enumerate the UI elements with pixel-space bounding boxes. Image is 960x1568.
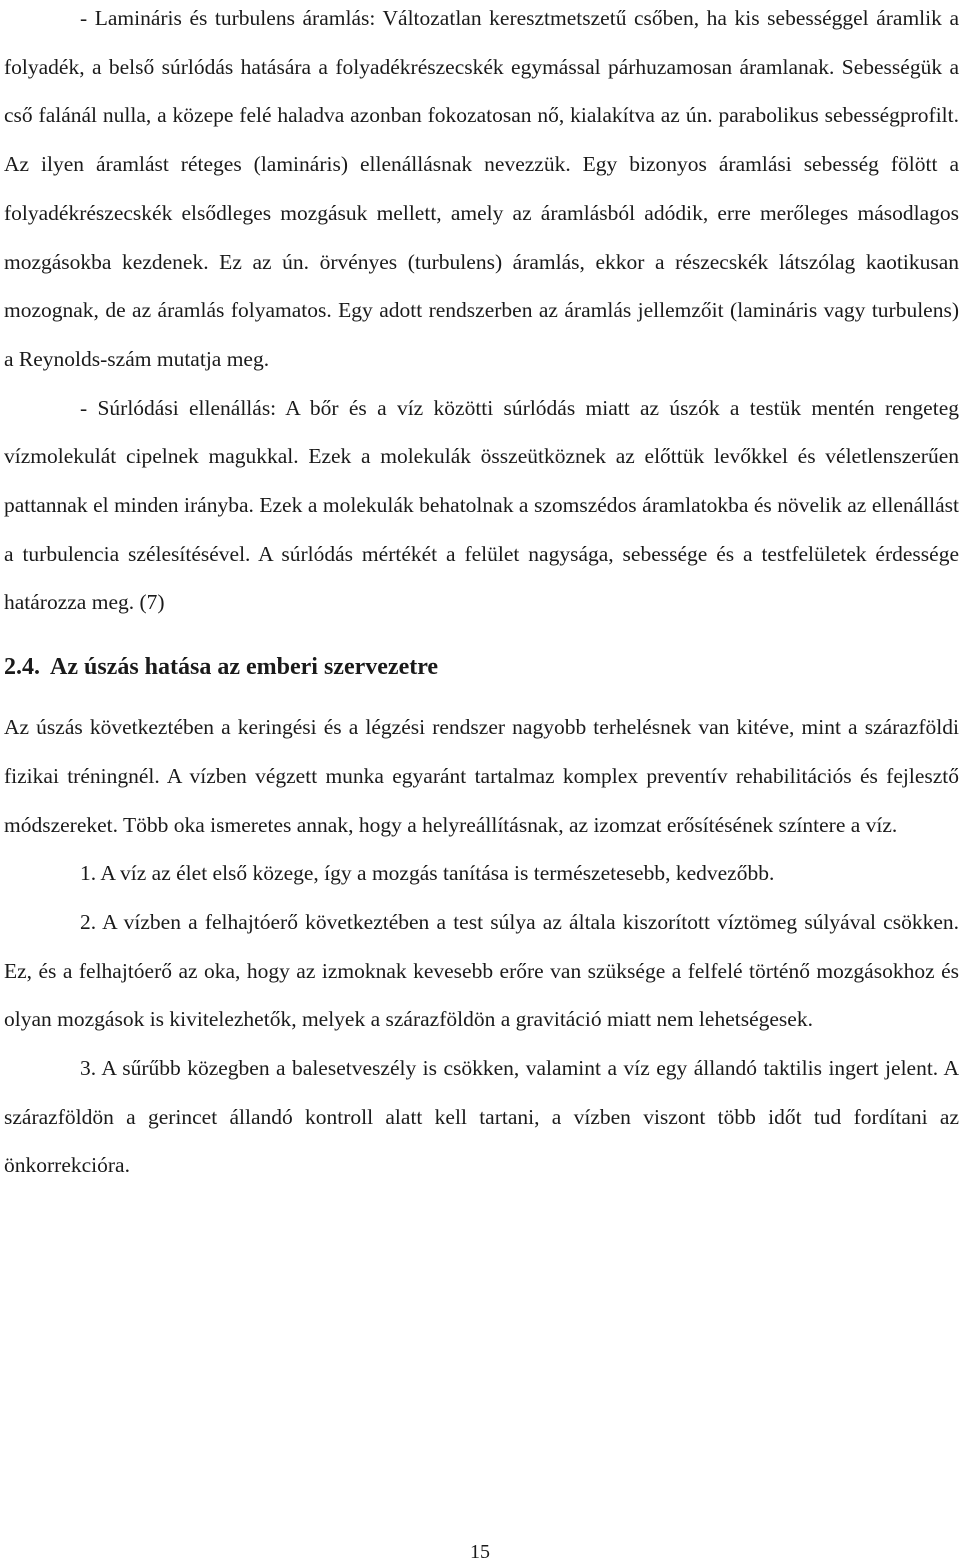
page-number: 15 (470, 1541, 490, 1563)
list-item: 2. A vízben a felhajtóerő következtében a test súlya az általa kiszorított víztömeg súlyával csökken. Ez, és a felhajtóerő az oka, hogy az izmoknak kevesebb erőre van szüksége a felfelé történő mozgásokhoz és olyan mozgások is kivitelezhetők, melyek a szárazföldön a gravitáció miatt nem lehetségesek. (4, 909, 959, 1032)
section-number: 2.4. (4, 654, 40, 681)
paragraph-laminar-turbulent: - Lamináris és turbulens áramlás: Változatlan keresztmetszetű csőben, ha kis sebességgel áramlik a folyadék, a belső súrlódás hatására a folyadékrészecskék egymással párhuzamosan áramlanak. Sebességük a cső falánál nulla, a közepe felé haladva azonban fokozatosan nő, kialakítva az ún. parabolikus sebességprofilt. Az ilyen áramlást réteges (lamináris) ellenállásnak nevezzük. Egy bizonyos áramlási sebesség fölött a folyadékrészecskék elsődleges mozgásuk mellett, amely az áramlásból adódik, erre merőleges másodlagos mozgásokba kezdenek. Ez az ún. örvényes (turbulens) áramlás, ekkor a részecskék látszólag kaotikusan mozognak, de az áramlás folyamatos. Egy adott rendszerben az áramlás jellemzőit (lamináris vagy turbulens) a Reynolds-szám mutatja meg. (4, 6, 959, 371)
section-title: Az úszás hatása az emberi szervezetre (50, 654, 439, 681)
document-page (4, 0, 959, 1190)
section-heading (4, 647, 959, 687)
list-item: 1. A víz az élet első közege, így a mozgás tanítása is természetesebb, kedvezőbb. (80, 861, 775, 886)
paragraph-intro: Az úszás következtében a keringési és a légzési rendszer nagyobb terhelésnek van kitéve, mint a szárazföldi fizikai tréningnél. A vízben végzett munka egyaránt tartalmaz komplex preventív rehabilitációs és fejlesztő módszereket. Több oka ismeretes annak, hogy a helyreállításnak, az izomzat erősítésének színtere a víz. (4, 715, 959, 837)
list-item: 3. A sűrűbb közegben a balesetveszély is csökken, valamint a víz egy állandó taktilis ingert jelent. A szárazföldön a gerincet állandó kontroll alatt kell tartani, a vízben viszont több időt tud fordítani az önkorrekcióra. (4, 1056, 959, 1178)
paragraph-friction-resistance: - Súrlódási ellenállás: A bőr és a víz közötti súrlódás miatt az úszók a testük mentén rengeteg vízmolekulát cipelnek magukkal. Ezek a molekulák összeütköznek az előttük levőkkel és véletlenszerűen pattannak el minden irányba. Ezek a molekulák behatolnak a szomszédos áramlatokba és növelik az ellenállást a turbulencia szélesítésével. A súrlódás mértékét a felület nagysága, sebessége és a testfelületek érdessége határozza meg. (7) (4, 395, 959, 615)
